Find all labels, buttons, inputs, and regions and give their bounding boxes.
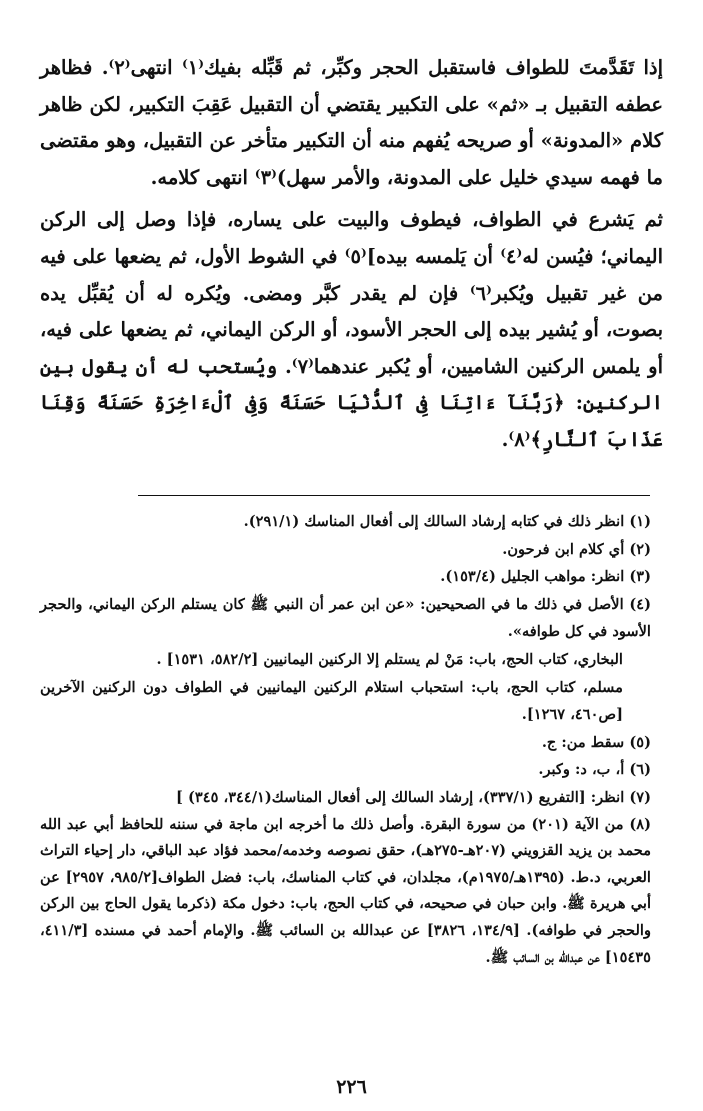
page-number: ٢٢٦ — [336, 1076, 367, 1098]
footnote-8: (٨) من الآية (٢٠١) من سورة البقرة. وأصل ذلك ما أخرجه ابن ماجة في سننه للحافظ أبي عبد الله محمد بن يزيد القزويني (٢٠٧هـ-٢٧٥هـ)، حقق نصوصه وخدمه/محمد فؤاد عبد الباقي، دار إحياء التراث العربي، د.ط. (١٣٩٥هـ/١٩٧٥م)، مجلدان، في كتاب المناسك، باب: فضل الطواف[٩٨٥/٢، ٢٩٥٧] عن أبي هريرة ﷺ. وابن حبان في صحيحه، في كتاب الحج، باب: دخول مكة (ذكرما يقول الحاج بين الركن والحجر في طوافه). [١٣٤/٩، ٣٨٢٦] عن عبدالله بن السائب ﷺ. والإمام أحمد في مسنده [٤١١/٣، ١٥٤٣٥] عن عبدالله بن السائب ﷺ. — [40, 815, 652, 966]
footnote-1: (١) انظر ذلك في كتابه إرشاد السالك إلى أفعال المناسك (٢٩١/١). — [243, 513, 651, 530]
footnote-5: (٥) سقط من: ج. — [541, 733, 651, 751]
footnote-6: (٦) أ، ب، د: وكبر. — [538, 761, 651, 779]
footnote-4: (٤) الأصل في ذلك ما في الصحيحين: «عن ابن عمر أن النبي ﷺ كان يستلم الركن اليماني، والحجر الأسود في كل طوافه». — [40, 595, 651, 641]
footnotes — [40, 508, 651, 971]
main-paragraph-1: إذا تَقَدَّمتَ للطواف فاستقبل الحجر وكبِّر، ثم قَبِّله بفيك⁽١⁾ انتهى⁽٢⁾. فظاهر عطفه التقبيل بـ «ثم» على التكبير يقتضي أن التقبيل عَقِبَ التكبير، لكن ظاهر كلام «المدونة» أو صريحه يُفهم منه أن التكبير متأخر عن التقبيل، وهو مقتضى ما فهمه سيدي خليل على المدونة، والأمر سهل)⁽٣⁾ انتهى كلامه. — [40, 56, 663, 189]
footnote-separator — [138, 495, 650, 496]
main-text — [40, 50, 663, 459]
main-paragraph-2: ثم يَشرع في الطواف، فيطوف والبيت على يساره، فإذا وصل إلى الركن اليماني؛ فيُسن له⁽٤⁾ أن يَلمسه بيده]⁽٥⁾ في الشوط الأول، ثم يضعها على فيه من غير تقبيل ويُكبر⁽٦⁾ فإن لم يقدر كبَّر ومضى. ويُكره له أن يُقبِّل يده بصوت، أو يُشير بيده إلى الحجر الأسود، أو الركن اليماني، ثم يضعها على فيه، أو يلمس الركنين الشاميين، أو يُكبر عندهما⁽٧⁾. ويُستحب له أن يقول بين الركنين: ﴿رَبَّنَآ ءَاتِنَا فِى ٱلدُّنْيَا حَسَنَةً وَفِى ٱلْءَاخِرَةِ حَسَنَةً وَقِنَا عَذَابَ ٱلنَّارِ﴾⁽٨⁾. — [40, 208, 663, 451]
footnote-7: (٧) انظر: [التفريع (٣٣٧/١)، إرشاد السالك إلى أفعال المناسك(٣٤٤/١، ٣٤٥) ] — [175, 788, 651, 806]
footnote-4-bukhari: البخاري، كتاب الحج، باب: مَنْ لم يستلم إلا الركنين اليمانيين [٥٨٢/٢، ١٥٣١] . — [156, 650, 623, 668]
footnote-4-muslim: مسلم، كتاب الحج، باب: استحباب استلام الركنين اليمانيين في الطواف دون الركنين الآخرين [ص٤٦٠، ١٢٦٧]. — [40, 678, 623, 724]
footnote-3: (٣) انظر: مواهب الجليل (١٥٣/٤). — [440, 568, 651, 586]
footnote-2: (٢) أي كلام ابن فرحون. — [502, 540, 651, 558]
